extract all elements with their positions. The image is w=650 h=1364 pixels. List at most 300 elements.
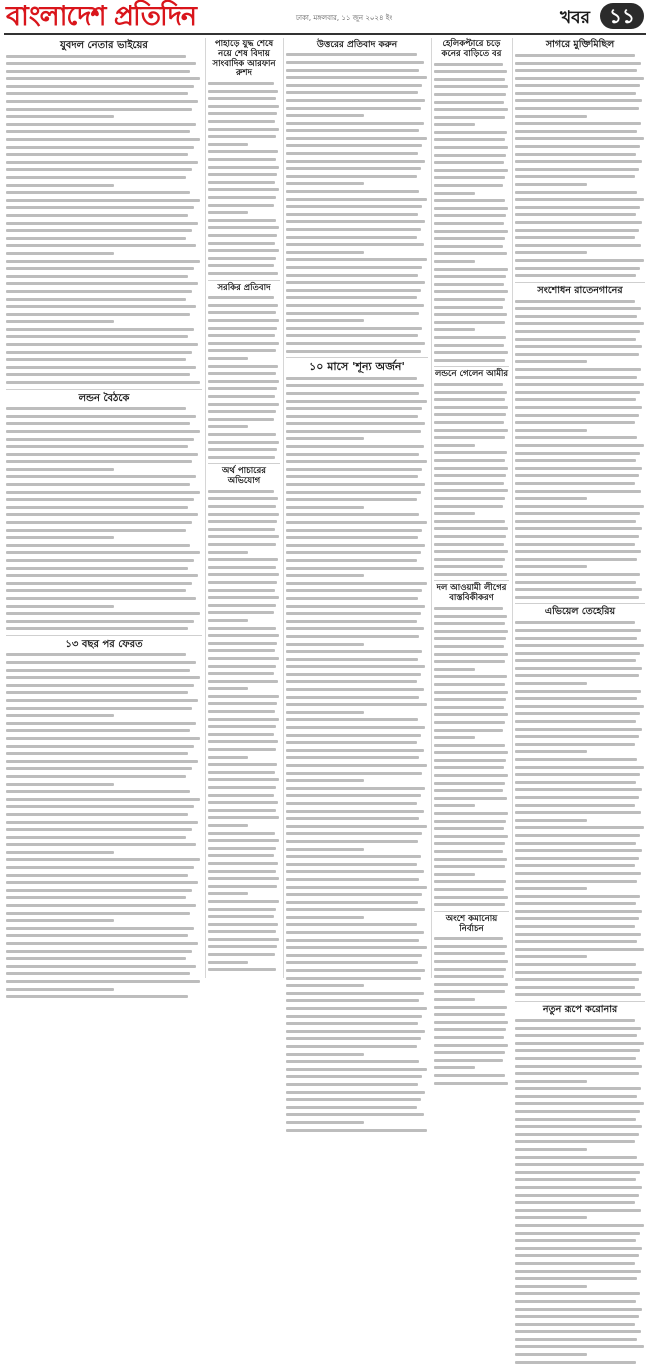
column-divider	[512, 38, 513, 978]
text-line-placeholder	[208, 839, 279, 842]
text-line-placeholder	[515, 482, 635, 485]
text-line-placeholder	[6, 661, 196, 664]
text-line-placeholder	[6, 475, 196, 478]
text-line-placeholder	[434, 698, 506, 701]
text-line-placeholder	[6, 752, 188, 755]
text-line-placeholder	[515, 490, 641, 493]
text-line-placeholder	[286, 1015, 422, 1018]
text-line-placeholder	[434, 842, 505, 845]
text-line-placeholder	[515, 659, 636, 662]
text-line-placeholder	[286, 1075, 422, 1078]
text-line-placeholder	[286, 1022, 418, 1025]
text-line-placeholder	[515, 1247, 642, 1250]
text-line-placeholder	[208, 657, 279, 660]
text-line-placeholder	[208, 528, 275, 531]
text-line-placeholder	[434, 820, 506, 823]
text-line-placeholder	[434, 123, 475, 126]
text-line-placeholder	[434, 146, 508, 149]
article-body	[208, 82, 280, 275]
article-headline: লন্ডন বৈঠকে	[78, 392, 130, 404]
text-line-placeholder	[286, 99, 425, 102]
text-line-placeholder	[6, 138, 200, 141]
text-line-placeholder	[515, 267, 640, 270]
text-line-placeholder	[515, 69, 637, 72]
text-line-placeholder	[286, 658, 418, 661]
text-line-placeholder	[434, 975, 504, 978]
text-line-placeholder	[6, 919, 114, 922]
text-line-placeholder	[286, 175, 417, 178]
text-line-placeholder	[6, 858, 200, 861]
text-line-placeholder	[434, 527, 508, 530]
text-line-placeholder	[6, 574, 198, 577]
text-line-placeholder	[515, 168, 639, 171]
text-line-placeholder	[434, 683, 505, 686]
text-line-placeholder	[434, 782, 505, 785]
article	[208, 284, 280, 459]
text-line-placeholder	[208, 425, 248, 428]
text-line-placeholder	[6, 335, 188, 338]
text-line-placeholder	[208, 242, 275, 245]
text-line-placeholder	[286, 1113, 424, 1116]
text-line-placeholder	[434, 558, 505, 561]
text-line-placeholder	[434, 990, 505, 993]
text-line-placeholder	[434, 512, 475, 515]
text-line-placeholder	[434, 336, 506, 339]
text-line-placeholder	[286, 266, 422, 269]
text-line-placeholder	[286, 377, 417, 380]
text-line-placeholder	[6, 77, 200, 80]
text-line-placeholder	[6, 669, 190, 672]
text-line-placeholder	[515, 338, 636, 341]
text-line-placeholder	[434, 413, 506, 416]
text-line-placeholder	[515, 652, 640, 655]
article-separator	[515, 282, 645, 283]
text-line-placeholder	[208, 824, 248, 827]
text-line-placeholder	[286, 1106, 417, 1109]
text-line-placeholder	[6, 874, 188, 877]
text-line-placeholder	[6, 722, 196, 725]
column-a	[6, 38, 202, 978]
text-line-placeholder	[286, 848, 364, 851]
text-line-placeholder	[286, 999, 419, 1002]
text-line-placeholder	[208, 725, 276, 728]
text-line-placeholder	[208, 296, 274, 299]
text-line-placeholder	[6, 912, 190, 915]
text-line-placeholder	[515, 690, 641, 693]
text-line-placeholder	[286, 870, 424, 873]
text-line-placeholder	[6, 881, 198, 884]
text-line-placeholder	[434, 474, 506, 477]
text-line-placeholder	[286, 551, 421, 554]
text-line-placeholder	[286, 422, 425, 425]
text-line-placeholder	[6, 707, 192, 710]
text-line-placeholder	[6, 760, 198, 763]
text-line-placeholder	[286, 334, 418, 337]
text-line-placeholder	[434, 691, 508, 694]
text-line-placeholder	[515, 910, 642, 913]
text-line-placeholder	[208, 456, 275, 459]
text-line-placeholder	[286, 772, 422, 775]
text-line-placeholder	[6, 980, 200, 983]
dateline: ঢাকা, মঙ্গলবার, ১১ জুন ২০২৪ ইং	[296, 14, 393, 22]
text-line-placeholder	[286, 840, 418, 843]
text-line-placeholder	[286, 544, 425, 547]
text-line-placeholder	[208, 619, 248, 622]
text-line-placeholder	[434, 1013, 505, 1016]
text-line-placeholder	[6, 415, 196, 418]
text-line-placeholder	[6, 544, 190, 547]
text-line-placeholder	[434, 827, 504, 830]
text-line-placeholder	[208, 211, 248, 214]
text-line-placeholder	[286, 220, 425, 223]
text-line-placeholder	[286, 749, 424, 752]
text-line-placeholder	[434, 298, 505, 301]
text-line-placeholder	[208, 665, 276, 668]
text-line-placeholder	[515, 1345, 644, 1348]
text-line-placeholder	[515, 175, 635, 178]
text-line-placeholder	[6, 343, 198, 346]
text-line-placeholder	[6, 551, 200, 554]
text-line-placeholder	[208, 135, 276, 138]
text-line-placeholder	[208, 204, 274, 207]
text-line-placeholder	[515, 1361, 636, 1364]
text-line-placeholder	[286, 144, 422, 147]
text-line-placeholder	[515, 92, 636, 95]
text-line-placeholder	[6, 460, 192, 463]
text-line-placeholder	[6, 373, 190, 376]
article-headline: দল আওয়ামী লীগের বাস্তবিকীকরণ	[436, 583, 507, 604]
column-divider	[283, 38, 284, 978]
text-line-placeholder	[208, 181, 275, 184]
text-line-placeholder	[6, 942, 198, 945]
text-line-placeholder	[515, 1239, 636, 1242]
text-line-placeholder	[286, 319, 364, 322]
article-headline: যুবদল নেতার ভাইয়ের	[60, 40, 148, 51]
text-line-placeholder	[286, 160, 425, 163]
text-line-placeholder	[6, 927, 194, 930]
text-line-placeholder	[515, 629, 641, 632]
text-line-placeholder	[6, 536, 114, 539]
text-line-placeholder	[434, 154, 506, 157]
text-line-placeholder	[208, 672, 274, 675]
text-line-placeholder	[208, 938, 279, 941]
text-line-placeholder	[286, 688, 424, 691]
text-line-placeholder	[286, 407, 422, 410]
text-line-placeholder	[6, 161, 198, 164]
text-line-placeholder	[434, 1028, 506, 1031]
text-line-placeholder	[515, 183, 587, 186]
text-line-placeholder	[6, 366, 196, 369]
text-line-placeholder	[208, 226, 279, 229]
text-line-placeholder	[208, 304, 278, 307]
text-line-placeholder	[6, 168, 192, 171]
text-line-placeholder	[286, 182, 364, 185]
text-line-placeholder	[434, 937, 503, 940]
text-line-placeholder	[515, 307, 641, 310]
text-line-placeholder	[208, 505, 276, 508]
text-line-placeholder	[434, 275, 506, 278]
text-line-placeholder	[6, 798, 200, 801]
text-line-placeholder	[434, 444, 475, 447]
text-line-placeholder	[208, 311, 276, 314]
text-line-placeholder	[515, 1209, 641, 1212]
text-line-placeholder	[208, 870, 276, 873]
text-line-placeholder	[6, 995, 188, 998]
text-line-placeholder	[6, 191, 190, 194]
text-line-placeholder	[286, 1060, 419, 1063]
text-line-placeholder	[286, 69, 419, 72]
text-line-placeholder	[434, 812, 508, 815]
text-line-placeholder	[6, 828, 192, 831]
text-line-placeholder	[515, 244, 641, 247]
text-line-placeholder	[515, 667, 642, 670]
text-line-placeholder	[515, 887, 587, 890]
text-line-placeholder	[286, 574, 364, 577]
text-line-placeholder	[286, 567, 424, 570]
text-line-placeholder	[434, 668, 475, 671]
text-line-placeholder	[515, 674, 639, 677]
article-headline: সরকির প্রতিবাদ	[217, 282, 271, 293]
text-line-placeholder	[6, 108, 192, 111]
text-line-placeholder	[434, 101, 504, 104]
text-line-placeholder	[286, 304, 424, 307]
text-line-placeholder	[208, 961, 248, 964]
text-line-placeholder	[208, 915, 274, 918]
text-line-placeholder	[208, 357, 248, 360]
text-line-placeholder	[208, 756, 248, 759]
text-line-placeholder	[515, 880, 637, 883]
text-line-placeholder	[515, 750, 587, 753]
text-line-placeholder	[286, 243, 424, 246]
text-line-placeholder	[434, 391, 507, 394]
text-line-placeholder	[286, 1053, 364, 1056]
text-line-placeholder	[208, 173, 277, 176]
text-line-placeholder	[434, 1006, 507, 1009]
text-line-placeholder	[515, 54, 635, 57]
article-body	[6, 407, 202, 630]
text-line-placeholder	[6, 320, 114, 323]
text-line-placeholder	[208, 97, 276, 100]
text-line-placeholder	[208, 188, 279, 191]
text-line-placeholder	[515, 206, 640, 209]
text-line-placeholder	[434, 467, 508, 470]
text-line-placeholder	[434, 489, 508, 492]
text-line-placeholder	[6, 988, 114, 991]
text-line-placeholder	[434, 383, 503, 386]
text-line-placeholder	[515, 1034, 637, 1037]
text-line-placeholder	[208, 365, 278, 368]
text-line-placeholder	[515, 1330, 641, 1333]
text-line-placeholder	[515, 236, 635, 239]
text-line-placeholder	[6, 290, 192, 293]
text-line-placeholder	[434, 550, 508, 553]
text-line-placeholder	[434, 1066, 475, 1069]
article	[6, 40, 202, 384]
article	[286, 361, 428, 1131]
text-line-placeholder	[286, 673, 421, 676]
text-line-placeholder	[6, 605, 114, 608]
text-line-placeholder	[515, 834, 640, 837]
article-separator	[515, 603, 645, 604]
text-line-placeholder	[515, 1232, 640, 1235]
text-line-placeholder	[515, 773, 640, 776]
text-line-placeholder	[515, 948, 644, 951]
text-line-placeholder	[6, 328, 194, 331]
article-separator	[434, 580, 509, 581]
text-line-placeholder	[286, 91, 418, 94]
text-line-placeholder	[515, 637, 637, 640]
text-line-placeholder	[434, 1059, 503, 1062]
text-line-placeholder	[286, 946, 427, 949]
text-line-placeholder	[208, 968, 276, 971]
text-line-placeholder	[208, 112, 277, 115]
article	[434, 40, 509, 362]
text-line-placeholder	[6, 146, 194, 149]
text-line-placeholder	[6, 729, 190, 732]
text-line-placeholder	[515, 137, 644, 140]
text-line-placeholder	[6, 184, 114, 187]
text-line-placeholder	[434, 804, 475, 807]
text-line-placeholder	[434, 482, 504, 485]
text-line-placeholder	[434, 615, 507, 618]
text-line-placeholder	[434, 268, 508, 271]
text-line-placeholder	[286, 1098, 421, 1101]
text-line-placeholder	[286, 468, 422, 471]
text-line-placeholder	[286, 726, 425, 729]
text-line-placeholder	[515, 849, 642, 852]
text-line-placeholder	[286, 513, 419, 516]
text-line-placeholder	[208, 319, 279, 322]
text-line-placeholder	[6, 597, 196, 600]
text-line-placeholder	[286, 445, 424, 448]
text-line-placeholder	[515, 368, 641, 371]
text-line-placeholder	[6, 972, 190, 975]
article-body	[515, 1019, 645, 1364]
text-line-placeholder	[286, 901, 418, 904]
text-line-placeholder	[434, 63, 503, 66]
text-line-placeholder	[6, 313, 190, 316]
text-line-placeholder	[6, 627, 188, 630]
text-line-placeholder	[6, 676, 200, 679]
text-line-placeholder	[434, 421, 504, 424]
text-line-placeholder	[6, 244, 196, 247]
article-headline: এভিয়েল তেহেরিয়	[544, 606, 616, 618]
text-line-placeholder	[515, 596, 639, 599]
text-line-placeholder	[515, 1277, 637, 1280]
text-line-placeholder	[434, 543, 504, 546]
text-line-placeholder	[515, 963, 636, 966]
text-line-placeholder	[286, 908, 425, 911]
text-line-placeholder	[208, 854, 274, 857]
text-line-placeholder	[286, 437, 364, 440]
text-line-placeholder	[434, 283, 504, 286]
text-line-placeholder	[434, 1036, 504, 1039]
text-line-placeholder	[208, 497, 278, 500]
text-line-placeholder	[434, 108, 508, 111]
text-line-placeholder	[515, 819, 587, 822]
text-line-placeholder	[434, 207, 508, 210]
text-line-placeholder	[286, 1068, 427, 1071]
text-line-placeholder	[434, 169, 508, 172]
text-line-placeholder	[286, 198, 427, 201]
article-body	[434, 607, 509, 906]
article	[208, 40, 280, 275]
text-line-placeholder	[434, 637, 506, 640]
text-line-placeholder	[6, 498, 194, 501]
text-line-placeholder	[208, 410, 276, 413]
text-line-placeholder	[515, 811, 641, 814]
text-line-placeholder	[434, 184, 503, 187]
text-line-placeholder	[286, 129, 419, 132]
text-line-placeholder	[6, 438, 194, 441]
text-line-placeholder	[515, 1178, 636, 1181]
text-line-placeholder	[6, 55, 186, 58]
text-line-placeholder	[434, 645, 504, 648]
text-line-placeholder	[286, 886, 427, 889]
text-line-placeholder	[515, 1292, 640, 1295]
text-line-placeholder	[286, 764, 427, 767]
text-line-placeholder	[208, 908, 276, 911]
text-line-placeholder	[208, 877, 279, 880]
text-line-placeholder	[434, 176, 505, 179]
text-line-placeholder	[515, 872, 641, 875]
text-line-placeholder	[286, 460, 427, 463]
masthead-rule	[4, 33, 646, 35]
article	[515, 1005, 645, 1364]
text-line-placeholder	[515, 543, 635, 546]
text-line-placeholder	[286, 281, 425, 284]
article-headline: নতুন রূপে করোনার	[542, 1004, 618, 1016]
text-line-placeholder	[286, 969, 425, 972]
text-line-placeholder	[286, 491, 421, 494]
text-line-placeholder	[515, 391, 640, 394]
text-line-placeholder	[6, 775, 186, 778]
text-line-placeholder	[434, 230, 508, 233]
text-line-placeholder	[286, 696, 419, 699]
text-line-placeholder	[208, 649, 275, 652]
text-line-placeholder	[208, 543, 276, 546]
text-line-placeholder	[208, 105, 279, 108]
text-line-placeholder	[208, 945, 277, 948]
text-line-placeholder	[434, 858, 507, 861]
text-line-placeholder	[434, 138, 505, 141]
text-line-placeholder	[434, 131, 507, 134]
article-body	[6, 653, 202, 998]
text-line-placeholder	[434, 660, 505, 663]
text-line-placeholder	[6, 691, 188, 694]
text-line-placeholder	[515, 251, 587, 254]
article-separator	[208, 280, 280, 281]
text-line-placeholder	[515, 735, 639, 738]
text-line-placeholder	[208, 923, 278, 926]
text-line-placeholder	[286, 939, 419, 942]
text-line-placeholder	[208, 589, 275, 592]
text-line-placeholder	[434, 998, 475, 1001]
text-line-placeholder	[515, 130, 637, 133]
text-line-placeholder	[6, 699, 198, 702]
text-line-placeholder	[434, 736, 475, 739]
text-line-placeholder	[208, 372, 276, 375]
text-line-placeholder	[515, 145, 640, 148]
text-line-placeholder	[286, 787, 425, 790]
text-line-placeholder	[208, 596, 279, 599]
text-line-placeholder	[208, 558, 278, 561]
text-line-placeholder	[434, 751, 508, 754]
text-line-placeholder	[208, 551, 248, 554]
text-line-placeholder	[286, 228, 421, 231]
text-line-placeholder	[208, 847, 276, 850]
text-line-placeholder	[208, 334, 275, 337]
